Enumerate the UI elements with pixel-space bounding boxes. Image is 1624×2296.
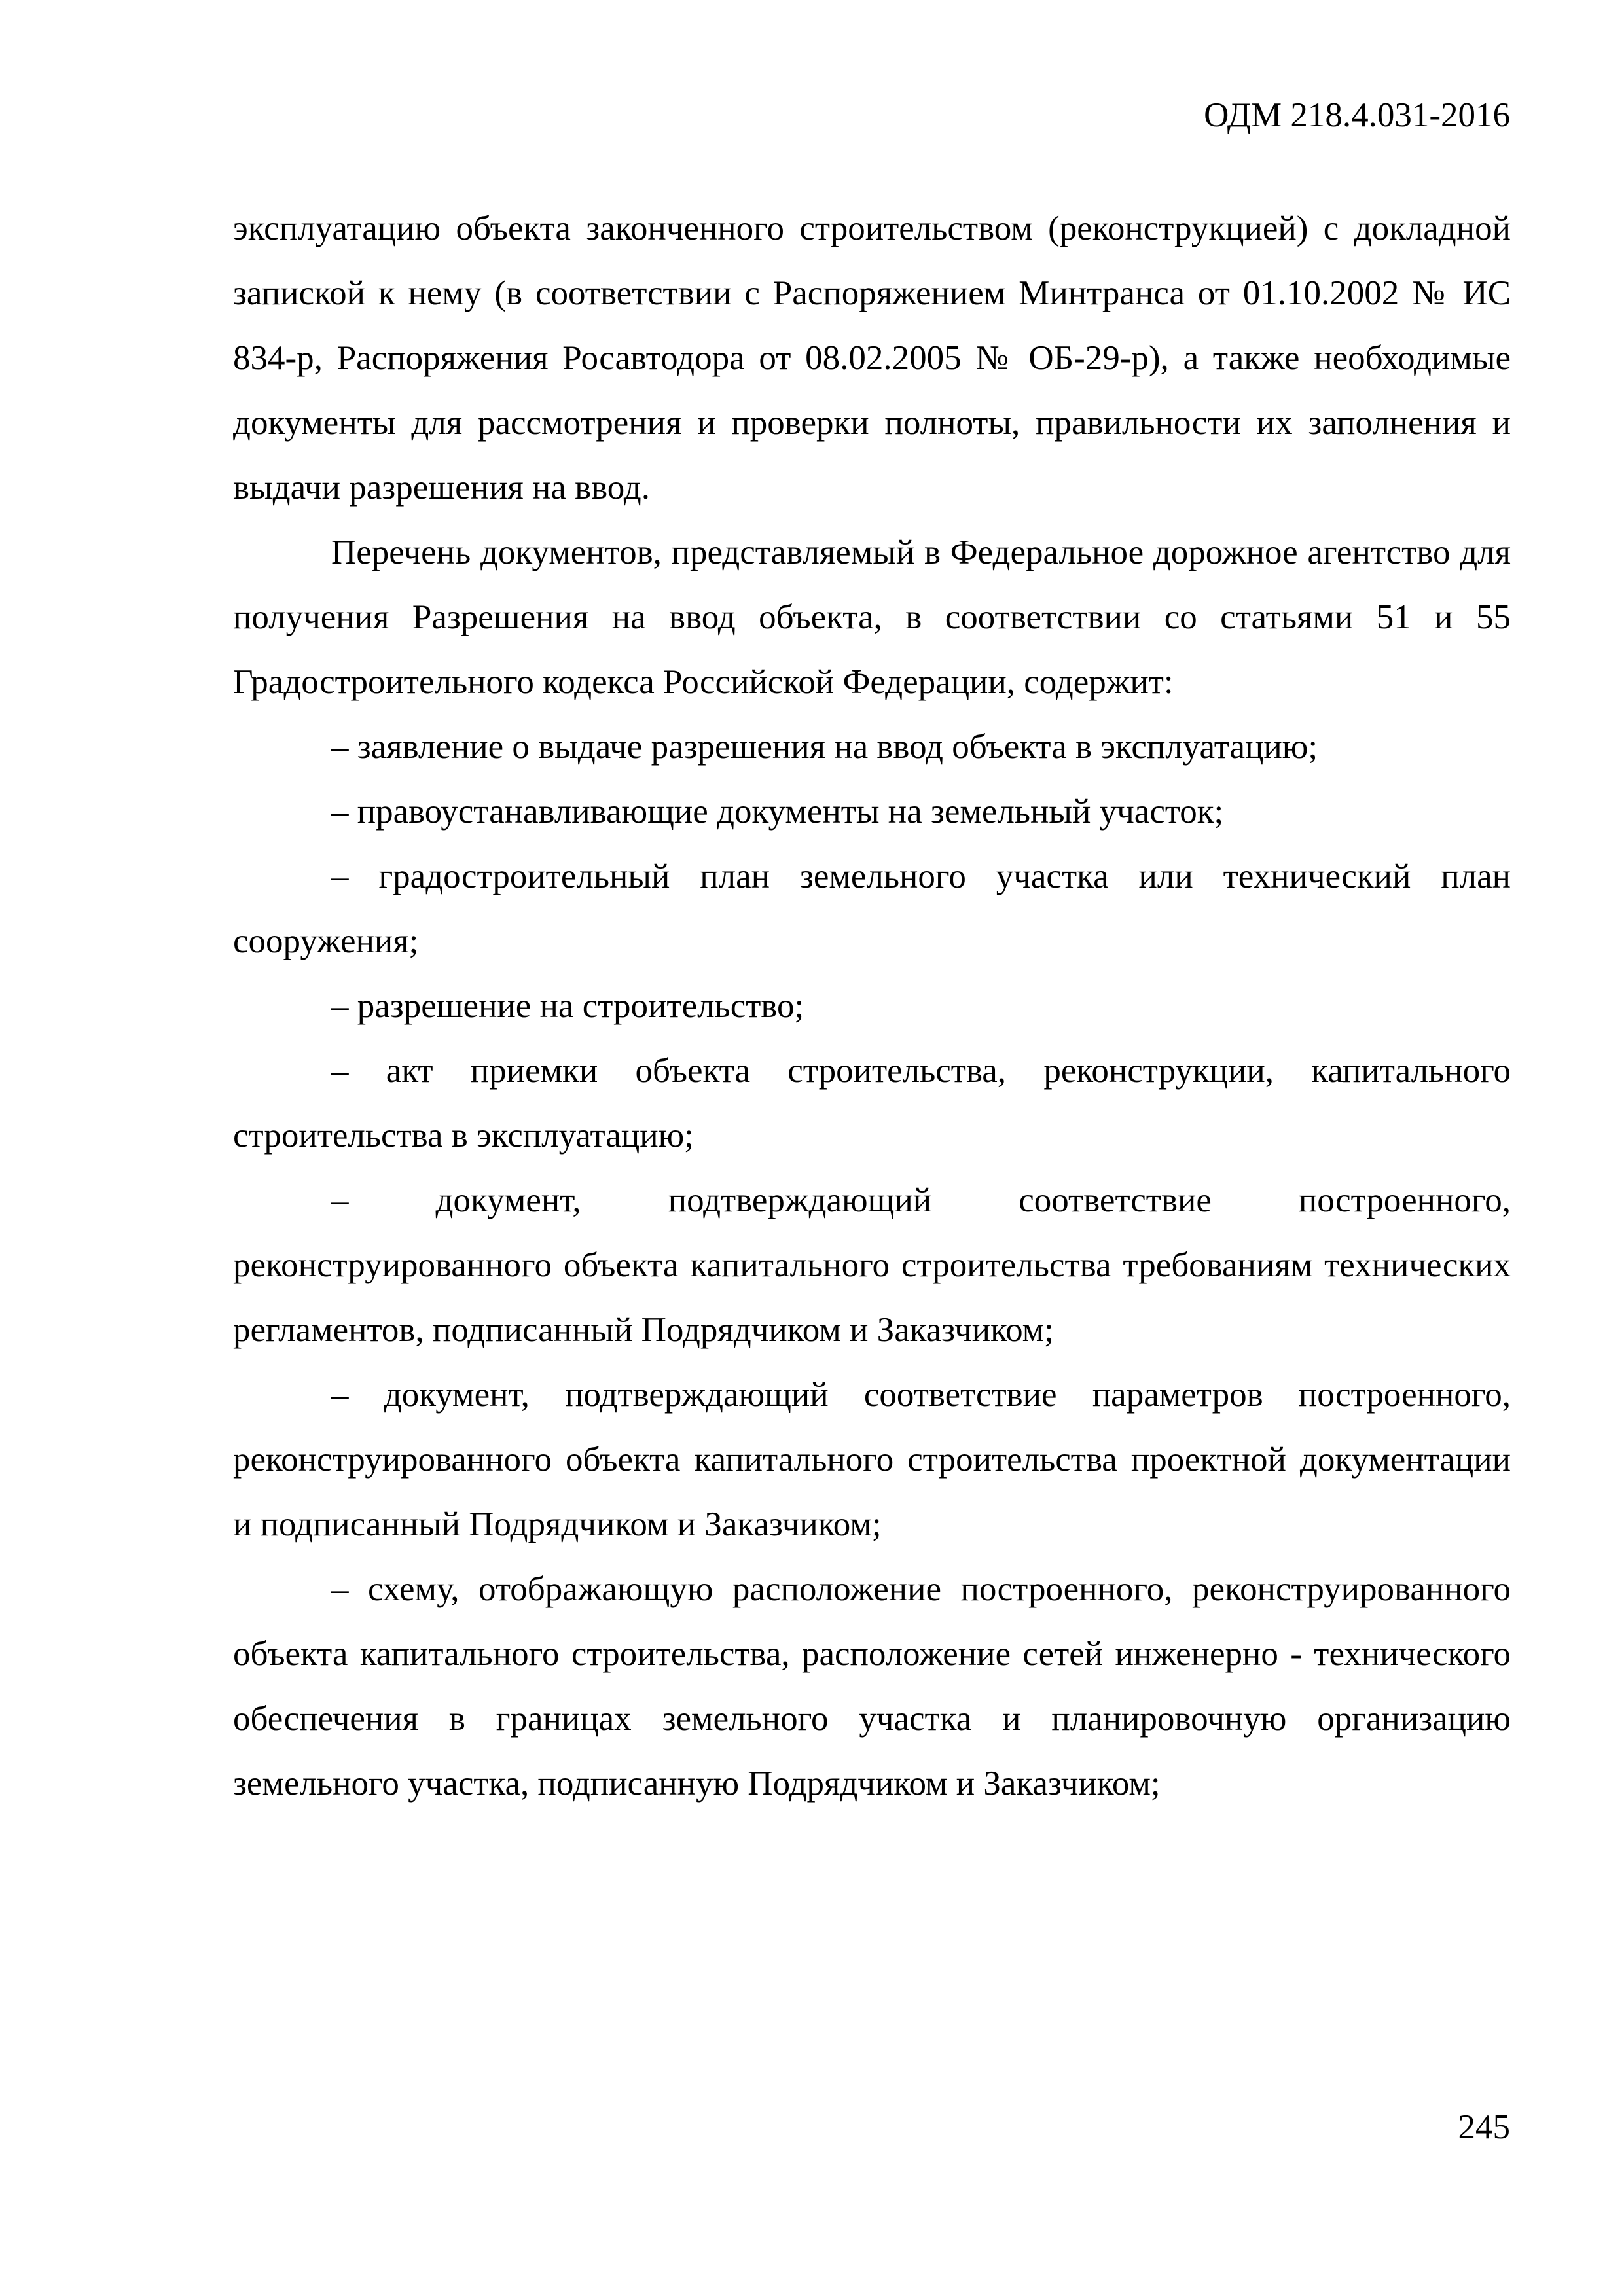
list-item: – заявление о выдаче разрешения на ввод объекта в эксплуатацию; [331, 728, 1318, 766]
list-item: – схему, отображающую расположение построенного, реконструированного объекта капитального строительства, расположение сетей инженерно - технического обеспечения в границах земельного участка и планировочную организацию земельного участка, подписанную Подрядчиком и Заказчиком; [233, 1570, 1511, 1803]
list-item: – разрешение на строительство; [331, 987, 804, 1025]
list-item: – акт приемки объекта строительства, реконструкции, капитального строительства в эксплуатацию; [233, 1052, 1511, 1155]
page-number: 245 [1458, 2108, 1510, 2146]
paragraph-continuation: эксплуатацию объекта законченного строительством (реконструкцией) с докладной запиской к нему (в соответствии с Распоряжением Минтранса от 01.10.2002 № ИС 834-р, Распоряжения Росавтодора от 08.02.2005 № ОБ-29-р), а также необходимые документы для рассмотрения и проверки полноты, правильности их заполнения и выдачи разрешения на ввод. [233, 209, 1511, 507]
list-item: – документ, подтверждающий соответствие построенного, реконструированного объекта капитального строительства требованиям технических регламентов, подписанный Подрядчиком и Заказчиком; [233, 1181, 1511, 1349]
documents-list [233, 715, 1511, 1816]
list-item: – правоустанавливающие документы на земельный участок; [331, 793, 1224, 831]
list-item: – документ, подтверждающий соответствие параметров построенного, реконструированного объекта капитального строительства проектной документации и подписанный Подрядчиком и Заказчиком; [233, 1376, 1511, 1543]
document-code-header: ОДМ 218.4.031-2016 [1204, 96, 1510, 134]
paragraph-documents-intro: Перечень документов, представляемый в Федеральное дорожное агентство для получения Разрешения на ввод объекта, в соответствии со статьями 51 и 55 Градостроительного кодекса Российской Федерации, содержит: [233, 533, 1511, 701]
list-item: – градостроительный план земельного участка или технический план сооружения; [233, 857, 1511, 960]
page-body [233, 196, 1511, 1816]
